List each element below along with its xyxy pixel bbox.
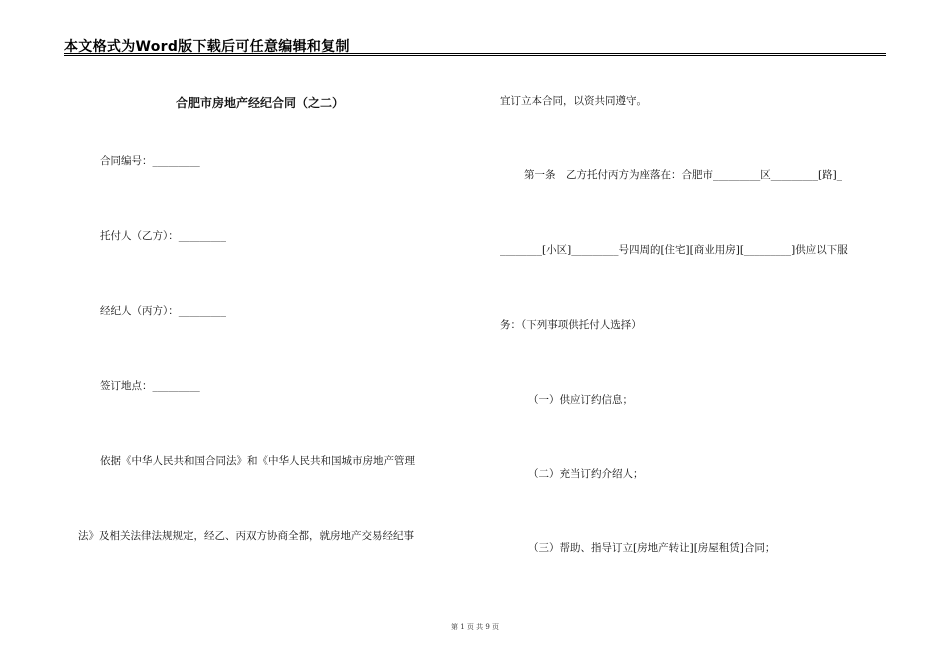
article-one-line: 务：（下列事项供托付人选择） xyxy=(500,319,642,331)
service-item: （三）帮助、指导订立[房地产转让][房屋租赁]合同； xyxy=(528,542,776,554)
broker-party-line: 经纪人（丙方）：_________ xyxy=(100,305,226,317)
article-one-line: ________[小区]_________号四周的[住宅][商业用房][_________]供应以下服 xyxy=(500,244,848,256)
service-item: （一）供应订约信息； xyxy=(528,394,633,406)
document-title: 合肥市房地产经纪合同（之二） xyxy=(175,96,344,110)
body-paragraph-line: 法》及相关法律法规规定，经乙、丙双方协商全都，就房地产交易经纪事 xyxy=(78,530,414,542)
body-paragraph-line: 宜订立本合同，以资共同遵守。 xyxy=(500,95,647,107)
page-header-banner: 本文格式为Word版下载后可任意编辑和复制 xyxy=(64,39,350,55)
client-party-line: 托付人（乙方）：_________ xyxy=(100,230,226,242)
article-one-line: 第一条 乙方托付丙方为座落在：合肥市_________区_________[路]_ xyxy=(524,169,842,181)
contract-number-line: 合同编号：_________ xyxy=(100,155,200,167)
body-paragraph-line: 依据《中华人民共和国合同法》和《中华人民共和国城市房地产管理 xyxy=(100,455,415,467)
page-number: 第 1 页 共 9 页 xyxy=(450,623,500,631)
header-rule-thin xyxy=(64,55,886,56)
header-rule xyxy=(64,53,886,54)
signing-location-line: 签订地点：_________ xyxy=(100,380,200,392)
service-item: （二）充当订约介绍人； xyxy=(528,468,644,480)
